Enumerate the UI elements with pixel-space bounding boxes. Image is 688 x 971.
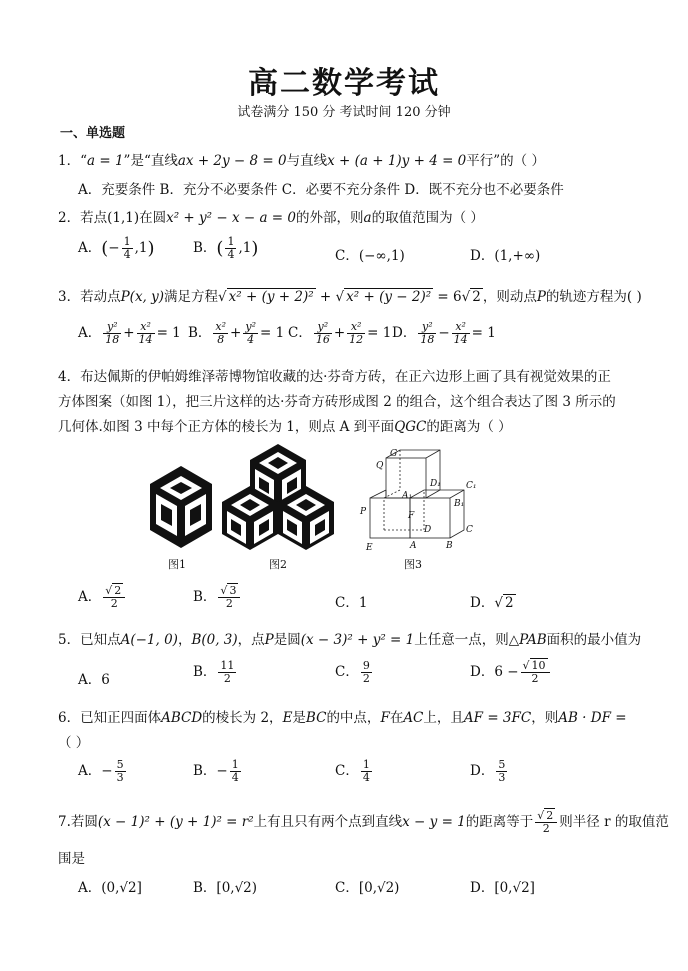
label-G: G <box>390 449 398 459</box>
q7-option-a: A．(0,√2] <box>78 880 142 896</box>
q3-option-a: A． $\frac{\text{y²}}{18}$ + $\frac{\text{x²}}{14}$ = 1 <box>78 320 181 346</box>
exam-info: 试卷满分 150 分 考试时间 120 分钟 <box>237 105 451 120</box>
question-1: 1．“a = 1”是“直线ax + 2y − 8 = 0与直线x + (a + 1)y + 4 = 0平行”的（ ） <box>58 153 545 169</box>
q4-option-b: B． $\frac{√ 3}{2}$ <box>193 585 242 610</box>
q5-option-c: C． $\frac{9}{2}$ <box>335 659 370 685</box>
q6-option-a: A．− $\frac{5}{3}$ <box>78 758 124 784</box>
question-4-line-2: 方体图案（如图 1），把三片这样的达·芬奇方砖形成图 2 的组合，这个组合表达了图 3 所示的 <box>58 394 616 410</box>
question-4-line-3: 几何体.如图 3 中每个正方体的棱长为 1，则点 A 到平面QGC的距离为（ ） <box>58 419 512 435</box>
page-title: 高二数学考试 <box>248 66 440 101</box>
question-5: 5．已知点A(−1, 0)，B(0, 3)，点P是圆(x − 3)² + y² = 1上任意一点，则△PAB面积的最小值为 <box>58 632 642 648</box>
label-B1: B₁ <box>454 499 465 509</box>
q4-option-a: A． $\frac{√ 2}{2}$ <box>78 585 127 610</box>
label-C1: C₁ <box>466 481 477 491</box>
question-2: 2．若点(1,1)在圆x² + y² − x − a = 0的外部，则a的取值范围为（ ） <box>58 210 484 226</box>
figure-3-caption: 图3 <box>404 558 422 571</box>
label-D: D <box>424 525 432 535</box>
figure-2-three-tiles <box>222 442 334 550</box>
question-4-line-1: 4．布达佩斯的伊帕姆维泽蒂博物馆收藏的达·芬奇方砖，在正六边形上画了具有视觉效果的正 <box>58 369 611 385</box>
figure-3-geometric-solid <box>356 446 486 554</box>
label-E: E <box>366 543 373 553</box>
question-1-options: A．充要条件 B．充分不必要条件 C．必要不充分条件 D．既不充分也不必要条件 <box>78 182 564 198</box>
q7-option-c: C．[0,√2) <box>335 880 400 896</box>
label-A: A <box>410 541 417 551</box>
question-6: 6．已知正四面体ABCD的棱长为 2，E是BC的中点，F在AC上，且AF = 3FC，则AB · DF = <box>58 710 627 726</box>
label-A1: A₁ <box>402 491 413 501</box>
q5-option-d: D．6 − $\frac{√ 10}{2}$ <box>470 660 552 685</box>
q7-option-d: D．[0,√2] <box>470 880 535 896</box>
q2-option-c: C．(−∞,1) <box>335 248 405 264</box>
label-D1: D₁ <box>430 479 441 489</box>
question-number: 1． <box>58 153 81 169</box>
q6-option-b: B．− $\frac{1}{4}$ <box>193 758 239 784</box>
figure-2-caption: 图2 <box>269 558 287 571</box>
section-heading: 一、单选题 <box>60 126 126 141</box>
question-3: 3．若动点P(x, y)满足方程√ x² + (y + 2)² + √ x² + (y − 2)² = 6√ 2 ，则动点P的轨迹方程为( ) <box>58 289 642 305</box>
q7-option-b: B．[0,√2) <box>193 880 258 896</box>
label-B: B <box>446 541 453 551</box>
label-Q: Q <box>376 461 384 471</box>
q2-option-a: A．(− $\frac{1}{4}$ ,1) <box>78 235 155 261</box>
figure-1-caption: 图1 <box>168 558 186 571</box>
label-C: C <box>466 525 473 535</box>
q5-option-b: B． $\frac{11}{2}$ <box>193 659 235 685</box>
q6-option-d: D． $\frac{5}{3}$ <box>470 758 506 784</box>
label-F: F <box>408 511 415 521</box>
q3-option-b: B． $\frac{\text{x²}}{8}$ + $\frac{\text{y²}}{4}$ = 1 <box>188 320 285 346</box>
figure-1-cube-tile <box>148 464 214 550</box>
q5-option-a: A．6 <box>78 672 110 688</box>
q2-option-d: D．(1,+∞) <box>470 248 541 264</box>
q6-option-c: C． $\frac{1}{4}$ <box>335 758 370 784</box>
q4-option-d: D．√ 2 <box>470 595 514 611</box>
label-P: P <box>360 507 367 517</box>
question-7: 7.若圆(x − 1)² + (y + 1)² = r²上有且只有两个点到直线x − y = 1的距离等于 $\frac{√ 2}{2}$ 则半径 r 的取值范 <box>58 809 669 835</box>
question-6-paren: （ ） <box>58 735 90 751</box>
q3-option-c: C． $\frac{\text{y²}}{16}$ + $\frac{\text{x²}}{12}$ = 1 <box>288 320 392 346</box>
q3-option-d: D． $\frac{\text{y²}}{18}$ − $\frac{\text{x²}}{14}$ = 1 <box>392 320 496 346</box>
q4-option-c: C．1 <box>335 595 368 611</box>
question-7-line-2: 围是 <box>58 851 85 867</box>
q2-option-b: B．( $\frac{1}{4}$ ,1) <box>193 235 259 261</box>
